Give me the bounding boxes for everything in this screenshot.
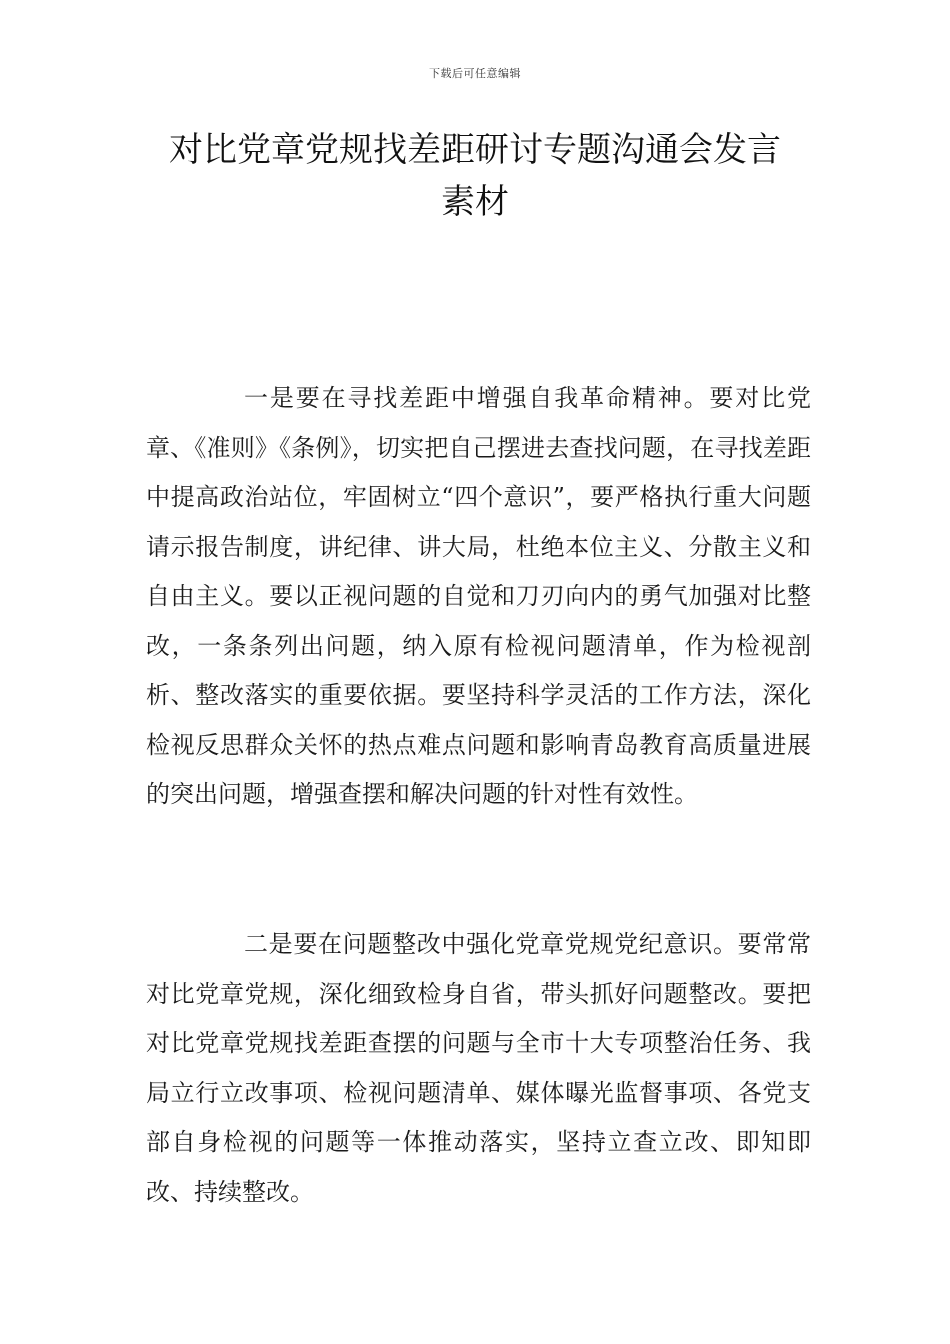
header-note: 下载后可任意编辑 [429, 67, 521, 80]
body-paragraph-2: 二是要在问题整改中强化党章党规党纪意识。要常常对比党章党规，深化细致检身自省，带头抓好问题整改。要把对比党章党规找差距查摆的问题与全市十大专项整治任务、我局立行立改事项、检视问题清单、媒体曝光监督事项、各党支部自身检视的问题等一体推动落实，坚持立查立改、即知即改、持续整改。 [146, 930, 811, 1206]
document-title [0, 124, 950, 228]
body-paragraph-1: 一是要在寻找差距中增强自我革命精神。要对比党章、《准则》《条例》，切实把自己摆进去查找问题，在寻找差距中提高政治站位，牢固树立“四个意识”，要严格执行重大问题请示报告制度，讲纪律、讲大局，杜绝本位主义、分散主义和自由主义。要以正视问题的自觉和刀刃向内的勇气加强对比整改，一条条列出问题，纳入原有检视问题清单，作为检视剖析、整改落实的重要依据。要坚持科学灵活的工作方法，深化检视反思群众关怀的热点难点问题和影响青岛教育高质量进展的突出问题，增强查摆和解决问题的针对性有效性。 [146, 384, 811, 808]
document-title-line-2: 素材 [441, 182, 509, 222]
document-title-line-1: 对比党章党规找差距研讨专题沟通会发言 [169, 130, 781, 170]
